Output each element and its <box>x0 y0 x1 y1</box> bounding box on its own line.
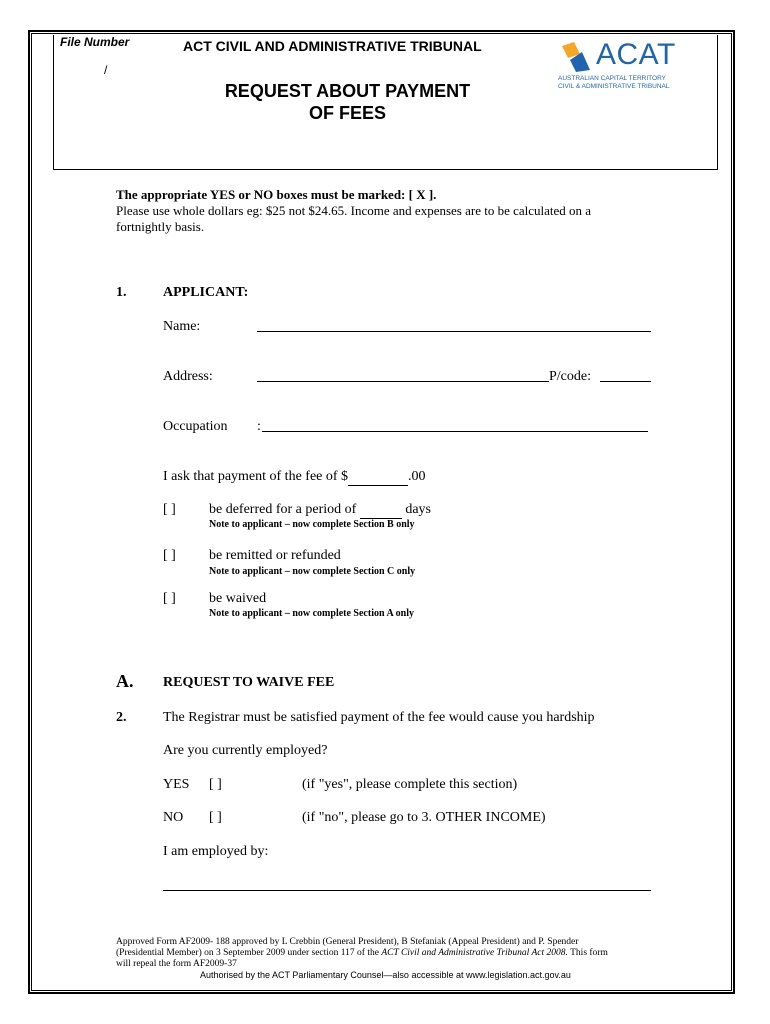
option-deferred-note: Note to applicant – now complete Section B only <box>209 519 415 530</box>
logo-subtitle-2: CIVIL & ADMINISTRATIVE TRIBUNAL <box>558 83 670 90</box>
title-line-1: REQUEST ABOUT PAYMENT <box>224 81 471 101</box>
footer-approval-line-3: will repeal the form AF2009-37 <box>116 959 237 969</box>
acat-logo <box>556 38 686 92</box>
no-label: NO <box>163 810 184 825</box>
postcode-label: P/code: <box>549 369 591 384</box>
document-title <box>175 80 520 124</box>
file-number-value[interactable]: / <box>104 63 108 77</box>
logo-subtitle-1: AUSTRALIAN CAPITAL TERRITORY <box>558 75 666 82</box>
address-field[interactable] <box>257 381 549 382</box>
name-label: Name: <box>163 319 201 334</box>
logo-wordmark: ACAT <box>596 38 676 71</box>
name-field[interactable] <box>257 331 651 332</box>
instructions-bold: The appropriate YES or NO boxes must be marked: [ X ]. <box>116 187 437 202</box>
footer-act-name: ACT Civil and Administrative Tribunal Act 2008. <box>381 948 568 958</box>
question-2-number: 2. <box>116 710 127 725</box>
footer-authorised: Authorised by the ACT Parliamentary Counsel—also accessible at www.legislation.act.gov.au <box>200 970 571 980</box>
acat-logo-mark-icon <box>560 40 592 74</box>
address-label: Address: <box>163 369 213 384</box>
option-remitted-checkbox[interactable]: [ ] <box>163 548 176 563</box>
option-waived-checkbox[interactable]: [ ] <box>163 591 176 606</box>
footer-line-2-post: This form <box>567 948 608 958</box>
employed-question: Are you currently employed? <box>163 743 328 758</box>
fee-suffix: .00 <box>408 469 426 484</box>
footer-approval-line-2 <box>116 948 608 958</box>
no-checkbox[interactable]: [ ] <box>209 810 222 825</box>
instructions-line-1: Please use whole dollars eg: $25 not $24.65. Income and expenses are to be calculated on a <box>116 203 592 218</box>
deferred-label-pre: be deferred for a period of <box>209 502 360 517</box>
option-deferred-label <box>209 502 431 519</box>
yes-label: YES <box>163 777 190 792</box>
footer-line-2-pre: (Presidential Member) on 3 September 2009 under section 117 of the <box>116 948 382 958</box>
option-waived-note: Note to applicant – now complete Section A only <box>209 608 414 619</box>
occupation-colon: : <box>257 419 261 434</box>
title-line-2: OF FEES <box>308 103 386 123</box>
employer-field[interactable] <box>163 890 651 891</box>
section-a-heading: REQUEST TO WAIVE FEE <box>163 675 335 690</box>
employed-by-label: I am employed by: <box>163 844 269 859</box>
occupation-label: Occupation <box>163 419 228 434</box>
fee-prefix: I ask that payment of the fee of $ <box>163 469 349 484</box>
fee-amount-field[interactable] <box>348 469 408 486</box>
footer-approval-line-1: Approved Form AF2009- 188 approved by L Crebbin (General President), B Stefaniak (Appeal President) and P. Spender <box>116 937 579 947</box>
hardship-statement: The Registrar must be satisfied payment of the fee would cause you hardship <box>163 710 595 725</box>
option-remitted-note: Note to applicant – now complete Section C only <box>209 566 416 577</box>
option-waived-label: be waived <box>209 591 267 606</box>
no-hint: (if "no", please go to 3. OTHER INCOME) <box>302 810 546 825</box>
deferred-days-field[interactable] <box>360 502 402 519</box>
file-number-label: File Number <box>60 35 130 49</box>
section-a-letter: A. <box>116 671 134 691</box>
occupation-field[interactable] <box>262 431 648 432</box>
yes-checkbox[interactable]: [ ] <box>209 777 222 792</box>
option-deferred-checkbox[interactable]: [ ] <box>163 502 176 517</box>
section-1-heading: APPLICANT: <box>163 285 249 300</box>
deferred-label-post: days <box>401 502 431 517</box>
fee-statement <box>163 469 426 486</box>
option-remitted-label: be remitted or refunded <box>209 548 341 563</box>
tribunal-name: ACT CIVIL AND ADMINISTRATIVE TRIBUNAL <box>183 38 482 54</box>
instructions-line-2: fortnightly basis. <box>116 219 205 234</box>
postcode-field[interactable] <box>600 381 651 382</box>
yes-hint: (if "yes", please complete this section) <box>302 777 518 792</box>
section-1-number: 1. <box>116 285 127 300</box>
